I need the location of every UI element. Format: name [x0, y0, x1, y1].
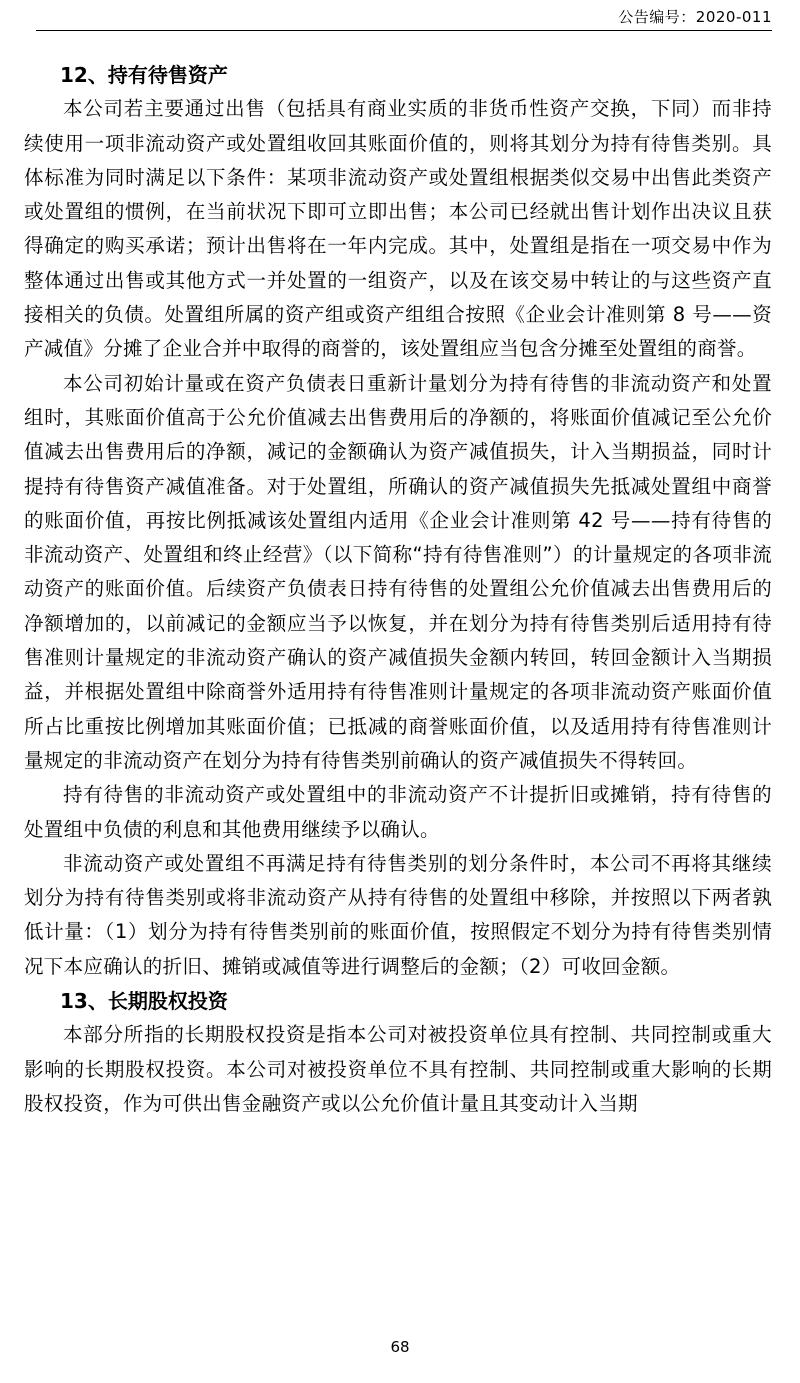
section-long-term-equity-investment: [24, 984, 772, 1121]
paragraph: 非流动资产或处置组不再满足持有待售类别的划分条件时，本公司不再将其继续划分为持有待售类别或将非流动资产从持有待售的处置组中移除，并按照以下两者孰低计量：（1）划分为持有待售类别前的账面价值，按照假定不划分为持有待售类别情况下本应确认的折旧、摊销或减值等进行调整后的金额；（2）可收回金额。: [24, 851, 772, 978]
section-title: 12、持有待售资产: [60, 63, 228, 87]
document-body: [24, 58, 772, 1121]
section-title: 13、长期股权投资: [60, 989, 228, 1014]
paragraph: 本公司若主要通过出售（包括具有商业实质的非货币性资产交换，下同）而非持续使用一项非流动资产或处置组收回其账面价值的，则将其划分为持有待售类别。具体标准为同时满足以下条件：某项非流动资产或处置组根据类似交易中出售此类资产或处置组的惯例，在当前状况下即可立即出售；本公司已经就出售计划作出决议且获得确定的购买承诺；预计出售将在一年内完成。其中，处置组是指在一项交易中作为整体通过出售或其他方式一并处置的一组资产，以及在该交易中转让的与这些资产直接相关的负债。处置组所属的资产组或资产组组合按照《企业会计准则第 8 号——资产减值》分摊了企业合并中取得的商誉的，该处置组应当包含分摊至处置组的商誉。: [24, 97, 772, 361]
page-number: 68: [390, 1338, 410, 1356]
paragraph: 本部分所指的长期股权投资是指本公司对被投资单位具有控制、共同控制或重大影响的长期股权投资。本公司对被投资单位不具有控制、共同控制或重大影响的长期股权投资，作为可供出售金融资产或以公允价值计量且其变动计入当期: [24, 1023, 772, 1115]
header-divider: [36, 30, 772, 31]
announcement-number: 公告编号：2020-011: [618, 8, 772, 26]
paragraph: 持有待售的非流动资产或处置组中的非流动资产不计提折旧或摊销，持有待售的处置组中负债的利息和其他费用继续予以确认。: [24, 783, 772, 841]
paragraph: 本公司初始计量或在资产负债表日重新计量划分为持有待售的非流动资产和处置组时，其账面价值高于公允价值减去出售费用后的净额的，将账面价值减记至公允价值减去出售费用后的净额，减记的金额确认为资产减值损失，计入当期损益，同时计提持有待售资产减值准备。对于处置组，所确认的资产减值损失先抵减处置组中商誉的账面价值，再按比例抵减该处置组内适用《企业会计准则第 42 号——持有待售的非流动资产、处置组和终止经营》（以下简称“持有待售准则”）的计量规定的各项非流动资产的账面价值。后续资产负债表日持有待售的处置组公允价值减去出售费用后的净额增加的，以前减记的金额应当予以恢复，并在划分为持有待售类别后适用持有待售准则计量规定的非流动资产确认的资产减值损失金额内转回，转回金额计入当期损益，并根据处置组中除商誉外适用持有待售准则计量规定的各项非流动资产账面价值所占比重按比例增加其账面价值；已抵减的商誉账面价值，以及适用持有待售准则计量规定的非流动资产在划分为持有待售类别前确认的资产减值损失不得转回。: [24, 371, 772, 772]
section-held-for-sale: [24, 58, 772, 984]
